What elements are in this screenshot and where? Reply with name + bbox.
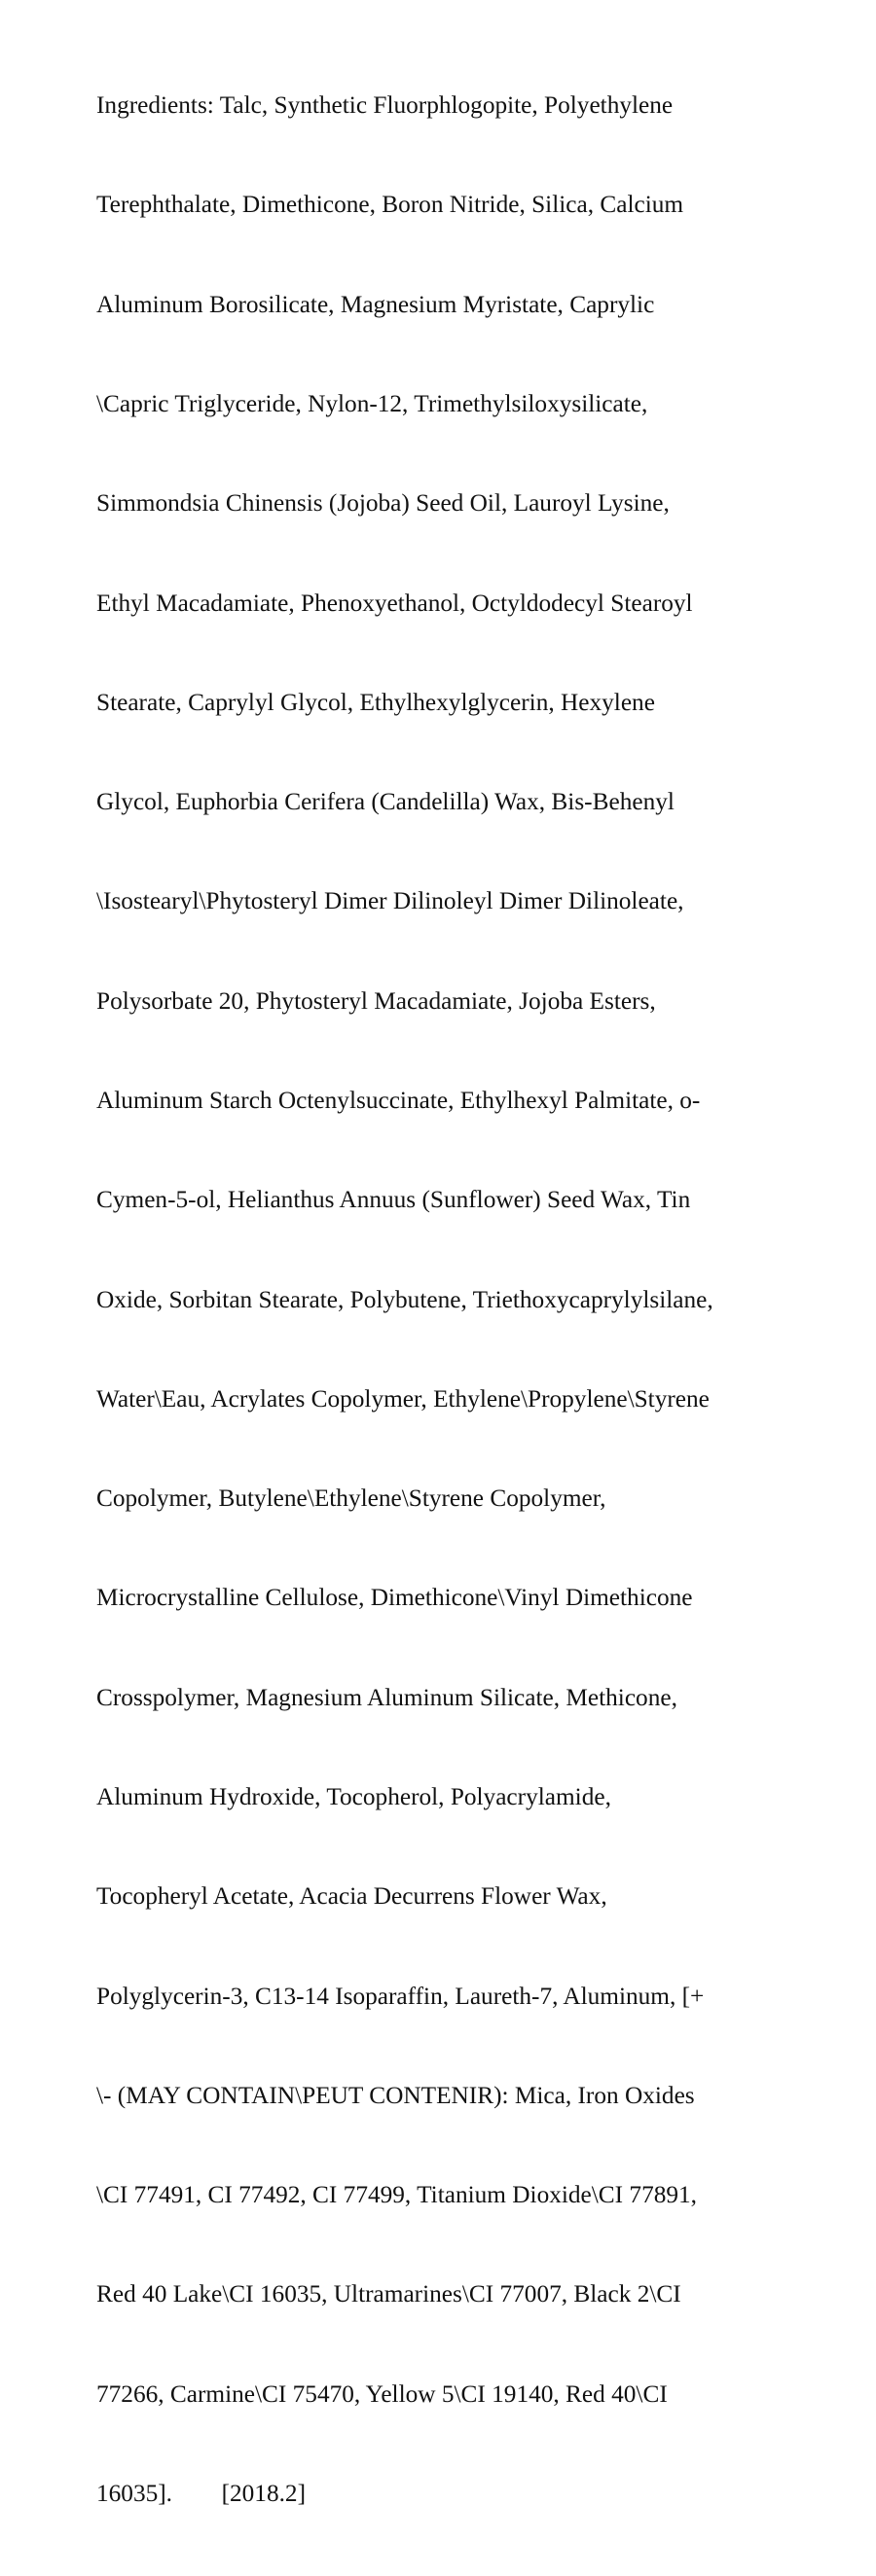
- ingredients-line: 77266, Carmine\CI 75470, Yellow 5\CI 19140, Red 40\CI: [96, 2379, 668, 2408]
- ingredients-line: Crosspolymer, Magnesium Aluminum Silicate, Methicone,: [96, 1683, 677, 1711]
- ingredients-line: Aluminum Hydroxide, Tocopherol, Polyacrylamide,: [96, 1782, 611, 1810]
- ingredients-line: Red 40 Lake\CI 16035, Ultramarines\CI 77007, Black 2\CI: [96, 2280, 681, 2308]
- ingredients-line: Simmondsia Chinensis (Jojoba) Seed Oil, Lauroyl Lysine,: [96, 489, 670, 518]
- ingredients-line: \CI 77491, CI 77492, CI 77499, Titanium Dioxide\CI 77891,: [96, 2181, 697, 2209]
- ingredients-line: Stearate, Caprylyl Glycol, Ethylhexylglycerin, Hexylene: [96, 688, 655, 716]
- ingredients-line: \- (MAY CONTAIN\PEUT CONTENIR): Mica, Iron Oxides: [96, 2081, 695, 2109]
- ingredients-line: \Capric Triglyceride, Nylon-12, Trimethylsiloxysilicate,: [96, 390, 648, 418]
- ingredients-line: 16035]. [2018.2]: [96, 2479, 306, 2507]
- ingredients-list: [96, 22, 797, 2576]
- ingredients-line: Aluminum Starch Octenylsuccinate, Ethylhexyl Palmitate, o-: [96, 1087, 701, 1114]
- ingredients-line: Microcrystalline Cellulose, Dimethicone\Vinyl Dimethicone: [96, 1584, 693, 1612]
- ingredients-line: Tocopheryl Acetate, Acacia Decurrens Flower Wax,: [96, 1882, 607, 1911]
- ingredients-line: Water\Eau, Acrylates Copolymer, Ethylene\Propylene\Styrene: [96, 1384, 710, 1413]
- ingredients-line: \Isostearyl\Phytosteryl Dimer Dilinoleyl Dimer Dilinoleate,: [96, 887, 684, 915]
- ingredients-line: Polyglycerin-3, C13-14 Isoparaffin, Laureth-7, Aluminum, [+: [96, 1982, 705, 2010]
- ingredients-line: Terephthalate, Dimethicone, Boron Nitride, Silica, Calcium: [96, 191, 684, 219]
- ingredients-line: Ethyl Macadamiate, Phenoxyethanol, Octyldodecyl Stearoyl: [96, 589, 693, 617]
- ingredients-line: Cymen-5-ol, Helianthus Annuus (Sunflower) Seed Wax, Tin: [96, 1186, 691, 1214]
- ingredients-line: Oxide, Sorbitan Stearate, Polybutene, Triethoxycaprylylsilane,: [96, 1285, 713, 1313]
- ingredients-line: Polysorbate 20, Phytosteryl Macadamiate, Jojoba Esters,: [96, 986, 656, 1015]
- ingredients-line: Glycol, Euphorbia Cerifera (Candelilla) Wax, Bis-Behenyl: [96, 788, 675, 816]
- ingredients-line: Ingredients: Talc, Synthetic Fluorphlogopite, Polyethylene: [96, 91, 674, 120]
- ingredients-line: Copolymer, Butylene\Ethylene\Styrene Copolymer,: [96, 1485, 606, 1513]
- ingredients-line: Aluminum Borosilicate, Magnesium Myristate, Caprylic: [96, 290, 655, 318]
